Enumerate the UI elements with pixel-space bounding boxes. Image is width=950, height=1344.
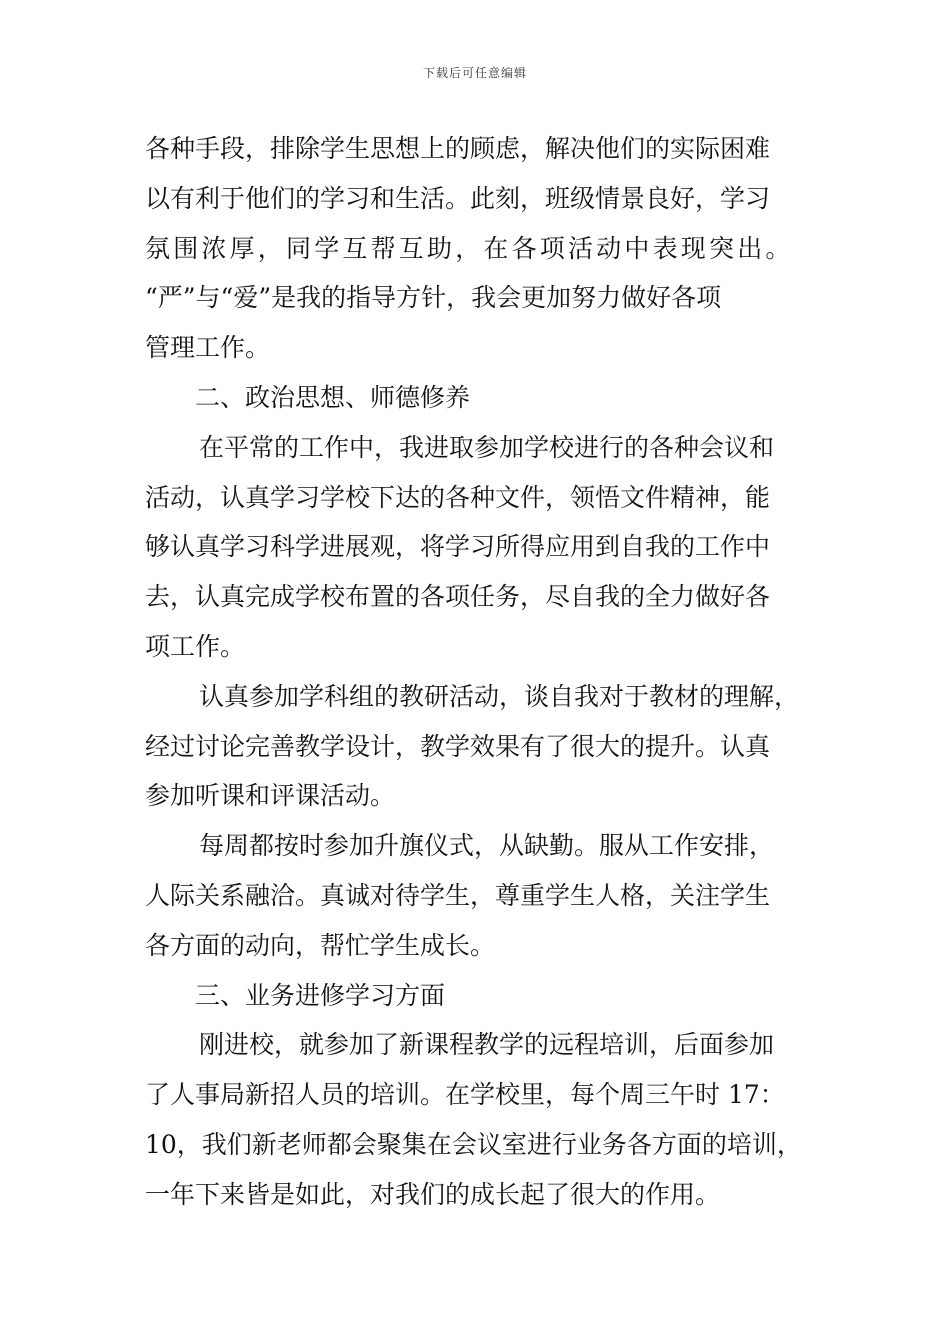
body-line: 各方面的动向，帮忙学生成长。 <box>145 930 496 960</box>
body-line: 经过讨论完善教学设计，教学效果有了很大的提升。认真 <box>145 731 771 761</box>
paragraph-start: 在平常的工作中，我进取参加学校进行的各种会议和 <box>199 432 775 462</box>
body-line: 氛围浓厚，同学互帮互助，在各项活动中表现突出。 <box>145 233 794 263</box>
body-line: 管理工作。 <box>145 333 271 363</box>
body-line: 活动，认真学习学校下达的各种文件，领悟文件精神，能 <box>145 482 771 512</box>
paragraph-start: 每周都按时参加升旗仪式，从缺勤。服从工作安排， <box>199 831 775 861</box>
body-line: 参加听课和评课活动。 <box>145 781 396 811</box>
paragraph-start: 认真参加学科组的教研活动，谈自我对于教材的理解， <box>199 681 800 711</box>
body-line: 一年下来皆是如此，对我们的成长起了很大的作用。 <box>145 1179 721 1209</box>
body-line: 以有利于他们的学习和生活。此刻，班级情景良好，学习 <box>145 183 771 213</box>
body-line: 去，认真完成学校布置的各项任务，尽自我的全力做好各 <box>145 582 771 612</box>
section-heading: 二、政治思想、师德修养 <box>195 382 471 412</box>
body-line: 人际关系融洽。真诚对待学生，尊重学生人格，关注学生 <box>145 880 771 910</box>
body-line: “严”与“爱”是我的指导方针，我会更加努力做好各项 <box>145 283 722 313</box>
body-line: 10，我们新老师都会聚集在会议室进行业务各方面的培训， <box>145 1129 802 1159</box>
section-heading: 三、业务进修学习方面 <box>195 980 446 1010</box>
paragraph-start: 刚进校，就参加了新课程教学的远程培训，后面参加 <box>199 1030 775 1060</box>
body-line: 各种手段，排除学生思想上的顾虑，解决他们的实际困难 <box>145 134 771 163</box>
page-header: 下载后可任意编辑 <box>422 66 527 80</box>
body-line: 项工作。 <box>145 631 246 661</box>
document-body <box>145 124 810 1220</box>
body-line: 够认真学习科学进展观，将学习所得应用到自我的工作中 <box>145 532 771 562</box>
body-line: 了人事局新招人员的培训。在学校里，每个周三午时 17： <box>145 1080 785 1110</box>
